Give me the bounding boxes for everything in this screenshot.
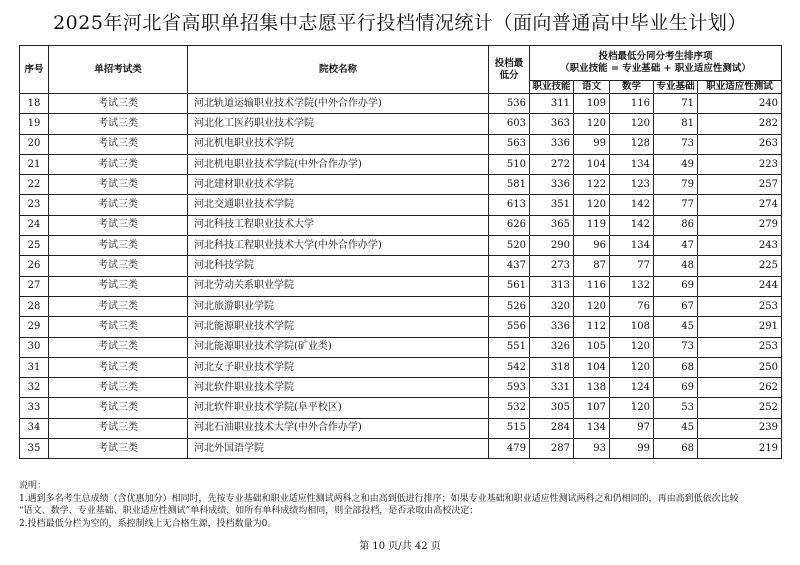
cell-basic: 45 [654,418,698,438]
cell-skill: 290 [530,236,574,256]
cell-skill: 272 [530,154,574,174]
cell-seq: 29 [20,317,49,337]
cell-adapt: 250 [698,357,782,377]
cell-math: 123 [610,175,654,195]
cell-chinese: 87 [574,256,610,276]
cell-skill: 287 [530,439,574,459]
cell-min-score: 437 [489,256,530,276]
header-basic: 专业基础 [654,81,698,94]
cell-skill: 365 [530,215,574,235]
cell-basic: 68 [654,439,698,459]
cell-adapt: 239 [698,418,782,438]
cell-school: 河北科技工程职业技术大学(中外合作办学) [188,236,489,256]
cell-seq: 34 [20,418,49,438]
table-body [20,94,782,459]
cell-math: 132 [610,276,654,296]
cell-min-score: 593 [489,378,530,398]
cell-category: 考试三类 [49,317,188,337]
cell-chinese: 109 [574,94,610,114]
cell-skill: 336 [530,134,574,154]
notes-line-2: “语文、数学、专业基础、职业适应性测试”单科成绩，如所有单科成绩均相同，则全部投档，是否录取由高校决定； [19,506,479,516]
cell-min-score: 510 [489,154,530,174]
cell-adapt: 274 [698,195,782,215]
cell-min-score: 626 [489,215,530,235]
cell-adapt: 253 [698,337,782,357]
cell-basic: 81 [654,114,698,134]
cell-chinese: 122 [574,175,610,195]
cell-school: 河北建材职业技术学院 [188,175,489,195]
cell-chinese: 99 [574,134,610,154]
cell-chinese: 96 [574,236,610,256]
cell-math: 124 [610,378,654,398]
cell-seq: 31 [20,357,49,377]
cell-skill: 305 [530,398,574,418]
cell-basic: 69 [654,276,698,296]
cell-adapt: 252 [698,398,782,418]
cell-chinese: 105 [574,337,610,357]
cell-math: 134 [610,236,654,256]
cell-school: 河北机电职业技术学院 [188,134,489,154]
cell-basic: 48 [654,256,698,276]
cell-adapt: 257 [698,175,782,195]
cell-school: 河北外国语学院 [188,439,489,459]
cell-basic: 47 [654,236,698,256]
cell-seq: 22 [20,175,49,195]
cell-math: 99 [610,439,654,459]
cell-adapt: 291 [698,317,782,337]
table-row [20,378,782,398]
cell-seq: 30 [20,337,49,357]
cell-category: 考试三类 [49,94,188,114]
cell-category: 考试三类 [49,175,188,195]
header-rank-group-line2: （职业技能 = 专业基础 + 职业适应性测试） [560,63,751,74]
header-rank-group [530,46,782,81]
header-seq: 序号 [20,46,49,94]
table-row [20,215,782,235]
cell-adapt: 223 [698,154,782,174]
cell-adapt: 240 [698,94,782,114]
cell-chinese: 116 [574,276,610,296]
cell-school: 河北石油职业技术大学(中外合作办学) [188,418,489,438]
cell-min-score: 551 [489,337,530,357]
cell-min-score: 515 [489,418,530,438]
cell-math: 128 [610,134,654,154]
header-adapt: 职业适应性测试 [698,81,782,94]
cell-seq: 20 [20,134,49,154]
cell-math: 134 [610,154,654,174]
cell-school: 河北交通职业技术学院 [188,195,489,215]
notes-heading: 说明： [19,481,47,491]
cell-seq: 33 [20,398,49,418]
table-row [20,398,782,418]
cell-category: 考试三类 [49,114,188,134]
cell-school: 河北机电职业技术学院(中外合作办学) [188,154,489,174]
cell-math: 77 [610,256,654,276]
cell-category: 考试三类 [49,215,188,235]
cell-min-score: 581 [489,175,530,195]
cell-category: 考试三类 [49,296,188,316]
cell-math: 76 [610,296,654,316]
table-row [20,175,782,195]
header-rank-group-line1: 投档最低分同分考生排序项 [598,51,713,62]
table-row [20,418,782,438]
cell-math: 142 [610,215,654,235]
cell-min-score: 556 [489,317,530,337]
cell-skill: 273 [530,256,574,276]
cell-adapt: 243 [698,236,782,256]
cell-chinese: 112 [574,317,610,337]
notes-line-3: 2.投档最低分栏为空的，系控制线上无合格生源，投档数量为0。 [19,518,277,529]
cell-min-score: 532 [489,398,530,418]
cell-adapt: 262 [698,378,782,398]
header-category: 单招考试类 [49,46,188,94]
table-row [20,296,782,316]
cell-category: 考试三类 [49,398,188,418]
admission-table [19,45,782,459]
notes [19,480,784,530]
table-row [20,236,782,256]
cell-adapt: 279 [698,215,782,235]
page-footer: 第 10 页/共 42 页 [359,541,441,552]
cell-category: 考试三类 [49,154,188,174]
cell-basic: 77 [654,195,698,215]
cell-adapt: 263 [698,134,782,154]
cell-skill: 336 [530,317,574,337]
cell-category: 考试三类 [49,276,188,296]
cell-basic: 86 [654,215,698,235]
cell-seq: 21 [20,154,49,174]
cell-school: 河北能源职业技术学院 [188,317,489,337]
header-min-score: 投档最低分 [489,46,530,94]
cell-adapt: 253 [698,296,782,316]
cell-school: 河北劳动关系职业学院 [188,276,489,296]
cell-seq: 19 [20,114,49,134]
cell-skill: 336 [530,175,574,195]
cell-seq: 24 [20,215,49,235]
cell-seq: 18 [20,94,49,114]
cell-math: 108 [610,317,654,337]
table-row [20,134,782,154]
cell-min-score: 479 [489,439,530,459]
table-row [20,357,782,377]
cell-min-score: 520 [489,236,530,256]
cell-chinese: 138 [574,378,610,398]
cell-skill: 351 [530,195,574,215]
page-title: 2025年河北省高职单招集中志愿平行投档情况统计（面向普通高中毕业生计划） [53,12,747,34]
cell-chinese: 104 [574,154,610,174]
cell-school: 河北化工医药职业技术学院 [188,114,489,134]
cell-skill: 320 [530,296,574,316]
cell-skill: 331 [530,378,574,398]
cell-school: 河北旅游职业学院 [188,296,489,316]
cell-skill: 326 [530,337,574,357]
table-row [20,317,782,337]
cell-seq: 26 [20,256,49,276]
cell-chinese: 104 [574,357,610,377]
cell-min-score: 563 [489,134,530,154]
cell-seq: 35 [20,439,49,459]
cell-category: 考试三类 [49,357,188,377]
cell-adapt: 225 [698,256,782,276]
header-chinese: 语文 [574,81,610,94]
cell-category: 考试三类 [49,439,188,459]
cell-category: 考试三类 [49,195,188,215]
cell-school: 河北科技工程职业技术大学 [188,215,489,235]
notes-line-1: 1.遇到多名考生总成绩（含优惠加分）相同时，先按专业基础和职业适应性测试两科之和由高到低进行排序；如果专业基础和职业适应性测试两科之和仍相同的，再由高到低依次比较 [19,493,739,504]
cell-basic: 73 [654,134,698,154]
cell-seq: 27 [20,276,49,296]
cell-chinese: 120 [574,195,610,215]
cell-school: 河北能源职业技术学院(矿业类) [188,337,489,357]
cell-math: 97 [610,418,654,438]
cell-seq: 28 [20,296,49,316]
cell-basic: 79 [654,175,698,195]
cell-basic: 53 [654,398,698,418]
cell-chinese: 120 [574,114,610,134]
cell-adapt: 282 [698,114,782,134]
cell-math: 120 [610,398,654,418]
cell-seq: 32 [20,378,49,398]
cell-min-score: 542 [489,357,530,377]
cell-math: 142 [610,195,654,215]
cell-seq: 23 [20,195,49,215]
cell-school: 河北科技学院 [188,256,489,276]
cell-category: 考试三类 [49,378,188,398]
cell-math: 120 [610,114,654,134]
cell-basic: 68 [654,357,698,377]
cell-math: 116 [610,94,654,114]
cell-basic: 45 [654,317,698,337]
cell-skill: 311 [530,94,574,114]
cell-min-score: 561 [489,276,530,296]
table-row [20,94,782,114]
cell-skill: 284 [530,418,574,438]
cell-school: 河北软件职业技术学院(阜平校区) [188,398,489,418]
header-math: 数学 [610,81,654,94]
cell-adapt: 244 [698,276,782,296]
cell-category: 考试三类 [49,337,188,357]
cell-category: 考试三类 [49,256,188,276]
cell-category: 考试三类 [49,134,188,154]
cell-adapt: 219 [698,439,782,459]
cell-chinese: 93 [574,439,610,459]
table-row [20,154,782,174]
cell-school: 河北女子职业技术学院 [188,357,489,377]
cell-category: 考试三类 [49,236,188,256]
cell-skill: 363 [530,114,574,134]
cell-min-score: 536 [489,94,530,114]
table-row [20,195,782,215]
cell-basic: 71 [654,94,698,114]
cell-math: 120 [610,357,654,377]
cell-min-score: 526 [489,296,530,316]
cell-seq: 25 [20,236,49,256]
cell-chinese: 107 [574,398,610,418]
table-row [20,337,782,357]
table-row [20,256,782,276]
table-row [20,114,782,134]
cell-min-score: 603 [489,114,530,134]
cell-skill: 313 [530,276,574,296]
cell-skill: 318 [530,357,574,377]
cell-basic: 49 [654,154,698,174]
cell-chinese: 120 [574,296,610,316]
cell-school: 河北轨道运输职业技术学院(中外合作办学) [188,94,489,114]
cell-school: 河北软件职业技术学院 [188,378,489,398]
table-row [20,439,782,459]
cell-basic: 73 [654,337,698,357]
cell-chinese: 134 [574,418,610,438]
header-school: 院校名称 [188,46,489,94]
cell-min-score: 613 [489,195,530,215]
table-row [20,276,782,296]
cell-basic: 67 [654,296,698,316]
cell-math: 120 [610,337,654,357]
cell-category: 考试三类 [49,418,188,438]
cell-basic: 69 [654,378,698,398]
cell-chinese: 119 [574,215,610,235]
header-skill: 职业技能 [530,81,574,94]
